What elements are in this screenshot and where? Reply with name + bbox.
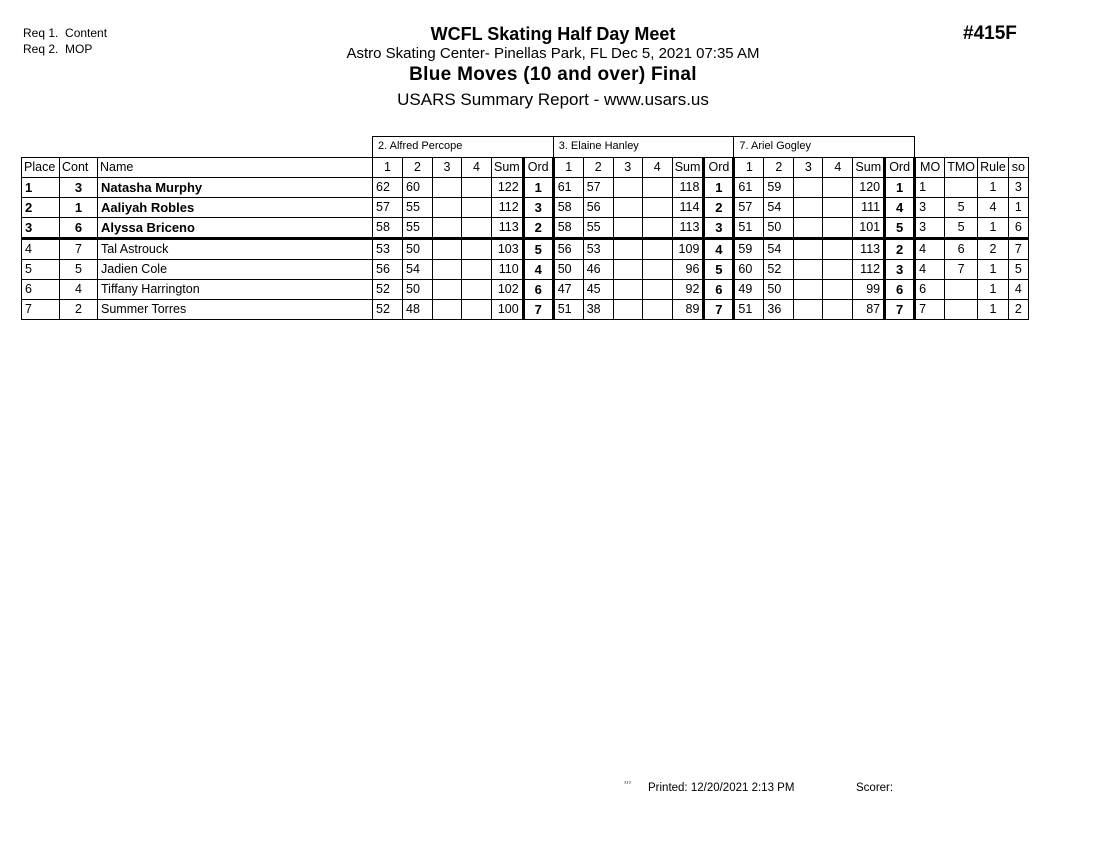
score-4-cell (462, 260, 492, 280)
score-1-cell: 61 (734, 178, 764, 198)
col-j3-1: 1 (734, 158, 764, 178)
printed-timestamp: Printed: 12/20/2021 2:13 PM (648, 782, 795, 794)
score-4-cell (462, 178, 492, 198)
ordinal-cell: 4 (704, 239, 734, 260)
ordinal-cell: 5 (885, 218, 915, 239)
ordinal-cell: 7 (523, 300, 553, 320)
ordinal-cell: 5 (523, 239, 553, 260)
col-tmo: TMO (945, 158, 978, 178)
place-cell: 2 (22, 198, 60, 218)
score-3-cell (794, 280, 823, 300)
sum-cell: 114 (672, 198, 704, 218)
ordinal-cell: 5 (704, 260, 734, 280)
score-3-cell (613, 239, 642, 260)
col-j2-3: 3 (613, 158, 642, 178)
mo-cell: 4 (915, 260, 945, 280)
score-2-cell: 50 (764, 218, 794, 239)
score-2-cell: 54 (764, 198, 794, 218)
meet-title: WCFL Skating Half Day Meet (430, 24, 676, 44)
col-j3-2: 2 (764, 158, 794, 178)
judge-header-row (22, 137, 1029, 158)
score-2-cell: 36 (764, 300, 794, 320)
ordinal-cell: 6 (704, 280, 734, 300)
score-1-cell: 49 (734, 280, 764, 300)
score-4-cell (462, 218, 492, 239)
ordinal-cell: 1 (704, 178, 734, 198)
score-3-cell (794, 198, 823, 218)
score-4-cell (642, 198, 672, 218)
score-1-cell: 56 (373, 260, 403, 280)
column-header-row (22, 158, 1029, 178)
col-j2-4: 4 (642, 158, 672, 178)
score-3-cell (794, 260, 823, 280)
rule-cell: 1 (978, 300, 1009, 320)
ordinal-cell: 2 (885, 239, 915, 260)
sum-cell: 103 (492, 239, 524, 260)
score-2-cell: 45 (583, 280, 613, 300)
score-3-cell (613, 300, 642, 320)
score-4-cell (642, 178, 672, 198)
tmo-cell (945, 280, 978, 300)
col-place: Place (22, 158, 60, 178)
rule-cell: 1 (978, 280, 1009, 300)
skater-name-cell: Jadien Cole (98, 260, 373, 280)
score-2-cell: 55 (583, 218, 613, 239)
sum-cell: 87 (853, 300, 885, 320)
mo-cell: 4 (915, 239, 945, 260)
score-4-cell (823, 198, 853, 218)
score-2-cell: 48 (403, 300, 433, 320)
ordinal-cell: 7 (704, 300, 734, 320)
score-1-cell: 47 (553, 280, 583, 300)
score-4-cell (462, 300, 492, 320)
score-1-cell: 51 (734, 300, 764, 320)
ordinal-cell: 4 (885, 198, 915, 218)
col-j1-3: 3 (433, 158, 462, 178)
sum-cell: 92 (672, 280, 704, 300)
score-2-cell: 52 (764, 260, 794, 280)
score-3-cell (433, 178, 462, 198)
sum-cell: 120 (853, 178, 885, 198)
score-2-cell: 55 (403, 218, 433, 239)
place-cell: 7 (22, 300, 60, 320)
sum-cell: 112 (853, 260, 885, 280)
sum-cell: 101 (853, 218, 885, 239)
skater-name-cell: Alyssa Briceno (98, 218, 373, 239)
ordinal-cell: 6 (523, 280, 553, 300)
score-1-cell: 52 (373, 280, 403, 300)
sum-cell: 113 (672, 218, 704, 239)
score-1-cell: 58 (553, 218, 583, 239)
col-rule: Rule (978, 158, 1009, 178)
score-2-cell: 60 (403, 178, 433, 198)
results-table (21, 136, 1029, 320)
score-2-cell: 54 (403, 260, 433, 280)
mo-cell: 7 (915, 300, 945, 320)
tmo-cell: 6 (945, 239, 978, 260)
score-3-cell (613, 218, 642, 239)
rule-cell: 1 (978, 218, 1009, 239)
skater-name-cell: Tiffany Harrington (98, 280, 373, 300)
sum-cell: 122 (492, 178, 524, 198)
score-1-cell: 53 (373, 239, 403, 260)
mo-cell: 3 (915, 218, 945, 239)
score-3-cell (433, 218, 462, 239)
venue-line: Astro Skating Center- Pinellas Park, FL Dec 5, 2021 07:35 AM (346, 45, 760, 62)
judge-2-name: 3. Elaine Hanley (553, 137, 734, 158)
ordinal-cell: 1 (523, 178, 553, 198)
place-cell: 3 (22, 218, 60, 239)
score-2-cell: 57 (583, 178, 613, 198)
so-cell: 3 (1008, 178, 1028, 198)
cont-cell: 2 (60, 300, 98, 320)
mo-cell: 3 (915, 198, 945, 218)
so-cell: 2 (1008, 300, 1028, 320)
score-4-cell (823, 178, 853, 198)
score-2-cell: 38 (583, 300, 613, 320)
sum-cell: 109 (672, 239, 704, 260)
col-j2-2: 2 (583, 158, 613, 178)
tmo-cell: 5 (945, 198, 978, 218)
score-1-cell: 61 (553, 178, 583, 198)
score-2-cell: 59 (764, 178, 794, 198)
tmo-cell: 7 (945, 260, 978, 280)
sum-cell: 102 (492, 280, 524, 300)
score-4-cell (823, 300, 853, 320)
score-3-cell (794, 178, 823, 198)
requirement-1: Req 1. Content (23, 26, 108, 40)
table-row (22, 218, 1029, 239)
place-cell: 6 (22, 280, 60, 300)
rule-cell: 1 (978, 260, 1009, 280)
score-3-cell (433, 280, 462, 300)
sum-cell: 100 (492, 300, 524, 320)
score-2-cell: 50 (403, 280, 433, 300)
table-row (22, 280, 1029, 300)
ordinal-cell: 3 (523, 198, 553, 218)
skater-name-cell: Summer Torres (98, 300, 373, 320)
cont-cell: 7 (60, 239, 98, 260)
cont-cell: 6 (60, 218, 98, 239)
score-2-cell: 55 (403, 198, 433, 218)
sum-cell: 113 (492, 218, 524, 239)
tmo-cell (945, 300, 978, 320)
sum-cell: 113 (853, 239, 885, 260)
col-j1-1: 1 (373, 158, 403, 178)
score-1-cell: 57 (734, 198, 764, 218)
col-cont: Cont (60, 158, 98, 178)
score-4-cell (823, 280, 853, 300)
score-1-cell: 57 (373, 198, 403, 218)
score-4-cell (823, 239, 853, 260)
requirements-list (23, 25, 107, 57)
ordinal-cell: 7 (885, 300, 915, 320)
col-mo: MO (915, 158, 945, 178)
score-2-cell: 56 (583, 198, 613, 218)
score-3-cell (794, 218, 823, 239)
col-j1-4: 4 (462, 158, 492, 178)
tmo-cell: 5 (945, 218, 978, 239)
place-cell: 4 (22, 239, 60, 260)
col-j3-sum: Sum (853, 158, 885, 178)
cont-cell: 3 (60, 178, 98, 198)
score-3-cell (613, 198, 642, 218)
score-4-cell (462, 280, 492, 300)
score-4-cell (642, 218, 672, 239)
score-1-cell: 58 (553, 198, 583, 218)
scorer-label: Scorer: (856, 782, 894, 794)
table-row (22, 178, 1029, 198)
table-row (22, 260, 1029, 280)
score-1-cell: 51 (734, 218, 764, 239)
place-cell: 1 (22, 178, 60, 198)
sum-cell: 112 (492, 198, 524, 218)
report-line: USARS Summary Report - www.usars.us (397, 90, 709, 109)
col-j3-ord: Ord (885, 158, 915, 178)
mo-cell: 1 (915, 178, 945, 198)
col-j2-sum: Sum (672, 158, 704, 178)
mo-cell: 6 (915, 280, 945, 300)
score-2-cell: 53 (583, 239, 613, 260)
score-3-cell (433, 239, 462, 260)
ordinal-cell: 4 (523, 260, 553, 280)
score-1-cell: 60 (734, 260, 764, 280)
requirement-2: Req 2. MOP (23, 42, 93, 56)
ordinal-cell: 3 (704, 218, 734, 239)
sum-cell: 110 (492, 260, 524, 280)
col-so: so (1008, 158, 1028, 178)
cont-cell: 1 (60, 198, 98, 218)
sum-cell: 111 (853, 198, 885, 218)
score-1-cell: 62 (373, 178, 403, 198)
judge-1-name: 2. Alfred Percope (373, 137, 554, 158)
score-1-cell: 56 (553, 239, 583, 260)
so-cell: 1 (1008, 198, 1028, 218)
sum-cell: 89 (672, 300, 704, 320)
score-1-cell: 50 (553, 260, 583, 280)
col-j2-ord: Ord (704, 158, 734, 178)
cont-cell: 5 (60, 260, 98, 280)
ordinal-cell: 6 (885, 280, 915, 300)
score-2-cell: 46 (583, 260, 613, 280)
score-1-cell: 52 (373, 300, 403, 320)
score-3-cell (433, 198, 462, 218)
score-1-cell: 51 (553, 300, 583, 320)
tmo-cell (945, 178, 978, 198)
col-j1-ord: Ord (523, 158, 553, 178)
score-2-cell: 50 (764, 280, 794, 300)
score-1-cell: 59 (734, 239, 764, 260)
score-1-cell: 58 (373, 218, 403, 239)
score-4-cell (642, 280, 672, 300)
skater-name-cell: Natasha Murphy (98, 178, 373, 198)
score-4-cell (462, 239, 492, 260)
sum-cell: 96 (672, 260, 704, 280)
skater-name-cell: Tal Astrouck (98, 239, 373, 260)
rule-cell: 1 (978, 178, 1009, 198)
sum-cell: 118 (672, 178, 704, 198)
so-cell: 5 (1008, 260, 1028, 280)
score-4-cell (642, 239, 672, 260)
so-cell: 7 (1008, 239, 1028, 260)
footer-mark: ᵌᵌᵌ (624, 781, 632, 787)
ordinal-cell: 3 (885, 260, 915, 280)
place-cell: 5 (22, 260, 60, 280)
col-j1-sum: Sum (492, 158, 524, 178)
ordinal-cell: 1 (885, 178, 915, 198)
score-4-cell (642, 260, 672, 280)
col-j3-3: 3 (794, 158, 823, 178)
cont-cell: 4 (60, 280, 98, 300)
skater-name-cell: Aaliyah Robles (98, 198, 373, 218)
score-4-cell (823, 218, 853, 239)
score-4-cell (462, 198, 492, 218)
table-row (22, 239, 1029, 260)
judge-3-name: 7. Ariel Gogley (734, 137, 915, 158)
ordinal-cell: 2 (704, 198, 734, 218)
so-cell: 6 (1008, 218, 1028, 239)
score-4-cell (823, 260, 853, 280)
score-3-cell (794, 300, 823, 320)
rule-cell: 4 (978, 198, 1009, 218)
score-3-cell (613, 280, 642, 300)
event-number: #415F (963, 23, 1017, 44)
col-name: Name (98, 158, 373, 178)
score-4-cell (642, 300, 672, 320)
ordinal-cell: 2 (523, 218, 553, 239)
col-j2-1: 1 (553, 158, 583, 178)
so-cell: 4 (1008, 280, 1028, 300)
rule-cell: 2 (978, 239, 1009, 260)
score-3-cell (613, 178, 642, 198)
table-row (22, 198, 1029, 218)
table-row (22, 300, 1029, 320)
score-2-cell: 50 (403, 239, 433, 260)
score-3-cell (613, 260, 642, 280)
score-3-cell (794, 239, 823, 260)
event-name: Blue Moves (10 and over) Final (409, 64, 697, 85)
score-2-cell: 54 (764, 239, 794, 260)
score-3-cell (433, 300, 462, 320)
score-3-cell (433, 260, 462, 280)
col-j1-2: 2 (403, 158, 433, 178)
col-j3-4: 4 (823, 158, 853, 178)
sum-cell: 99 (853, 280, 885, 300)
